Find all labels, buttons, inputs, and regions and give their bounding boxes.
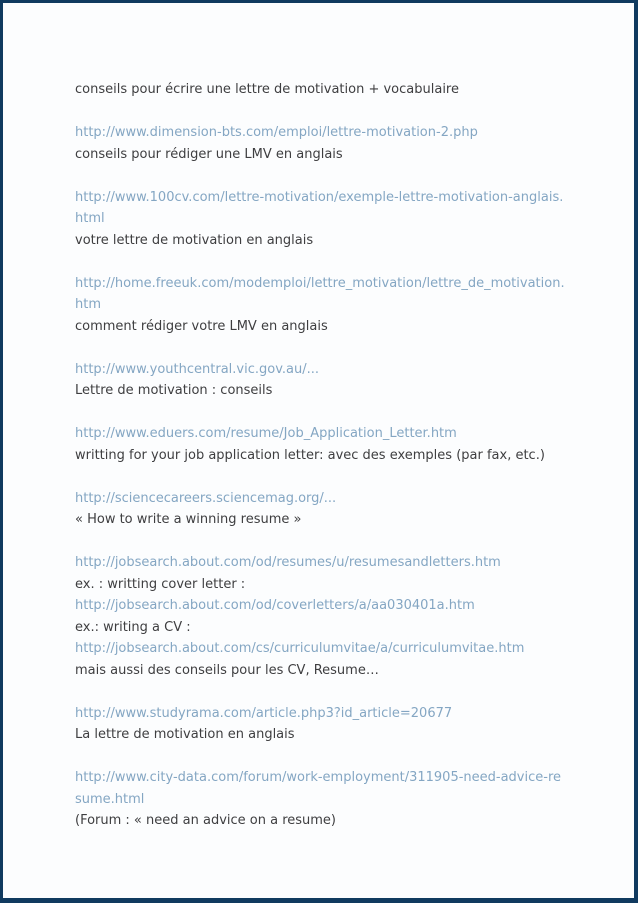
resource-list: [3, 3, 565, 832]
resource-description: (Forum : « need an advice on a resume): [75, 813, 337, 828]
resource-description: votre lettre de motivation en anglais: [75, 232, 314, 248]
resource-paragraph: [75, 359, 565, 402]
resource-paragraph: [75, 552, 565, 681]
resource-paragraph: [75, 423, 565, 466]
resource-url-link[interactable]: http://www.dimension-bts.com/emploi/lettre-motivation-2.php: [75, 125, 478, 140]
resource-url-link[interactable]: http://www.eduers.com/resume/Job_Application_Letter.htm: [75, 426, 457, 441]
intro-text: conseils pour écrire une lettre de motivation + vocabulaire: [75, 82, 459, 97]
resource-url-link[interactable]: http://www.studyrama.com/article.php3?id_article=20677: [75, 705, 453, 721]
resource-url-link[interactable]: http://jobsearch.about.com/od/coverletters/a/aa030401a.htm: [75, 598, 475, 613]
intro-paragraph: [75, 79, 565, 101]
resource-description: Lettre de motivation : conseils: [75, 383, 273, 398]
resource-url-link[interactable]: http://home.freeuk.com/modemploi/lettre_motivation/lettre_de_motivation.htm: [75, 275, 565, 312]
resource-url-link[interactable]: http://sciencecareers.sciencemag.org/...: [75, 490, 337, 506]
resource-paragraph: [75, 187, 565, 252]
resource-paragraph: [75, 122, 565, 165]
resource-description: conseils pour rédiger une LMV en anglais: [75, 146, 343, 162]
resource-paragraph: [75, 767, 565, 832]
resource-url-link[interactable]: http://www.youthcentral.vic.gov.au/...: [75, 361, 320, 377]
resource-url-link[interactable]: http://www.100cv.com/lettre-motivation/exemple-lettre-motivation-anglais.html: [75, 189, 564, 226]
resource-description: mais aussi des conseils pour les CV, Resume…: [75, 662, 379, 678]
resource-description: « How to write a winning resume »: [75, 512, 302, 527]
resource-description: ex. : writting cover letter :: [75, 576, 246, 592]
resource-description: writting for your job application letter: avec des exemples (par fax, etc.): [75, 447, 545, 463]
resource-paragraph: [75, 488, 565, 531]
resource-description: comment rédiger votre LMV en anglais: [75, 318, 328, 334]
resource-description: ex.: writing a CV :: [75, 619, 191, 635]
resource-url-link[interactable]: http://www.city-data.com/forum/work-employment/311905-need-advice-resume.html: [75, 770, 562, 807]
resource-paragraph: [75, 703, 565, 746]
resource-url-link[interactable]: http://jobsearch.about.com/cs/curriculumvitae/a/curriculumvitae.htm: [75, 641, 525, 656]
resource-paragraph: [75, 273, 565, 338]
resource-url-link[interactable]: http://jobsearch.about.com/od/resumes/u/resumesandletters.htm: [75, 555, 501, 570]
resource-description: La lettre de motivation en anglais: [75, 727, 295, 742]
